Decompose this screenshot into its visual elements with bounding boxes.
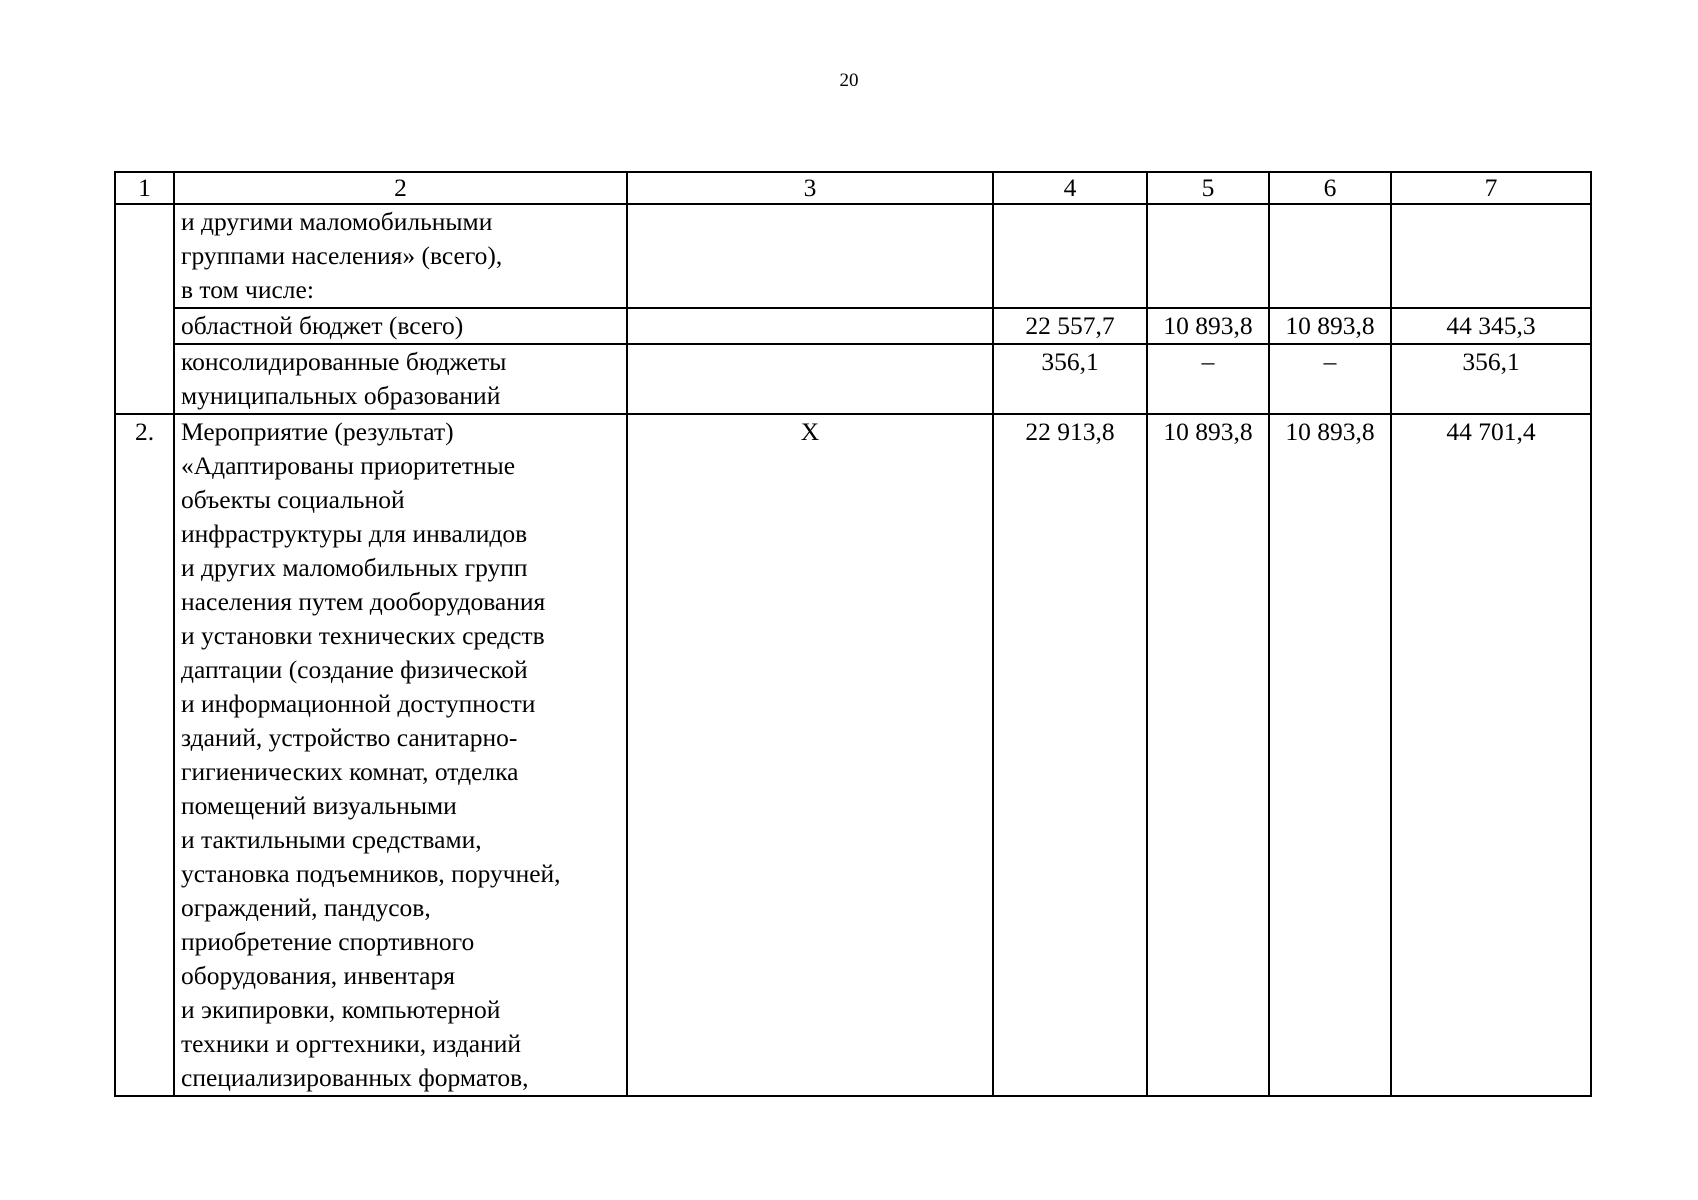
- column3-cell: [627, 308, 993, 344]
- column-header: 5: [1147, 172, 1269, 204]
- column-header: 2: [174, 172, 627, 204]
- row-name-cell: областной бюджет (всего): [174, 308, 627, 344]
- table-row: [115, 308, 1591, 344]
- table-row: [115, 204, 1591, 308]
- table-row: [115, 414, 1591, 1096]
- column4-cell: 22 557,7: [993, 308, 1147, 344]
- column7-cell: 44 345,3: [1391, 308, 1591, 344]
- column6-cell: 10 893,8: [1269, 308, 1391, 344]
- page-number: 20: [839, 70, 859, 91]
- row-name-cell: и другими маломобильными группами населения» (всего), в том числе:: [174, 204, 627, 308]
- column7-cell: 356,1: [1391, 344, 1591, 414]
- column4-cell: 22 913,8: [993, 414, 1147, 1096]
- table-header-row: [115, 172, 1591, 204]
- column3-cell: [627, 344, 993, 414]
- column3-cell: [627, 204, 993, 308]
- row-number-cell: 2.: [115, 414, 174, 1096]
- row-name-cell: Мероприятие (результат) «Адаптированы приоритетные объекты социальной инфраструктуры для инвалидов и других маломобильных групп населения путем дооборудования и установки технических средств даптации (создание физической и информационной доступности зданий, устройство санитарно- гигиенических комнат, отделка помещений визуальными и тактильными средствами, установка подъемников, поручней, ограждений, пандусов, приобретение спортивного оборудования, инвентаря и экипировки, компьютерной техники и оргтехники, изданий специализированных форматов,: [174, 414, 627, 1096]
- column-header: 4: [993, 172, 1147, 204]
- column-header: 3: [627, 172, 993, 204]
- column-header: 6: [1269, 172, 1391, 204]
- column6-cell: [1269, 204, 1391, 308]
- column5-cell: [1147, 204, 1269, 308]
- column-header: 1: [115, 172, 174, 204]
- table-row: [115, 344, 1591, 414]
- column5-cell: 10 893,8: [1147, 308, 1269, 344]
- budget-table: [114, 171, 1592, 1097]
- column-header: 7: [1391, 172, 1591, 204]
- row-number-cell: [115, 204, 174, 414]
- column6-cell: –: [1269, 344, 1391, 414]
- column5-cell: 10 893,8: [1147, 414, 1269, 1096]
- column4-cell: 356,1: [993, 344, 1147, 414]
- column3-cell: Х: [627, 414, 993, 1096]
- column4-cell: [993, 204, 1147, 308]
- column6-cell: 10 893,8: [1269, 414, 1391, 1096]
- column7-cell: [1391, 204, 1591, 308]
- column7-cell: 44 701,4: [1391, 414, 1591, 1096]
- column5-cell: –: [1147, 344, 1269, 414]
- row-name-cell: консолидированные бюджеты муниципальных образований: [174, 344, 627, 414]
